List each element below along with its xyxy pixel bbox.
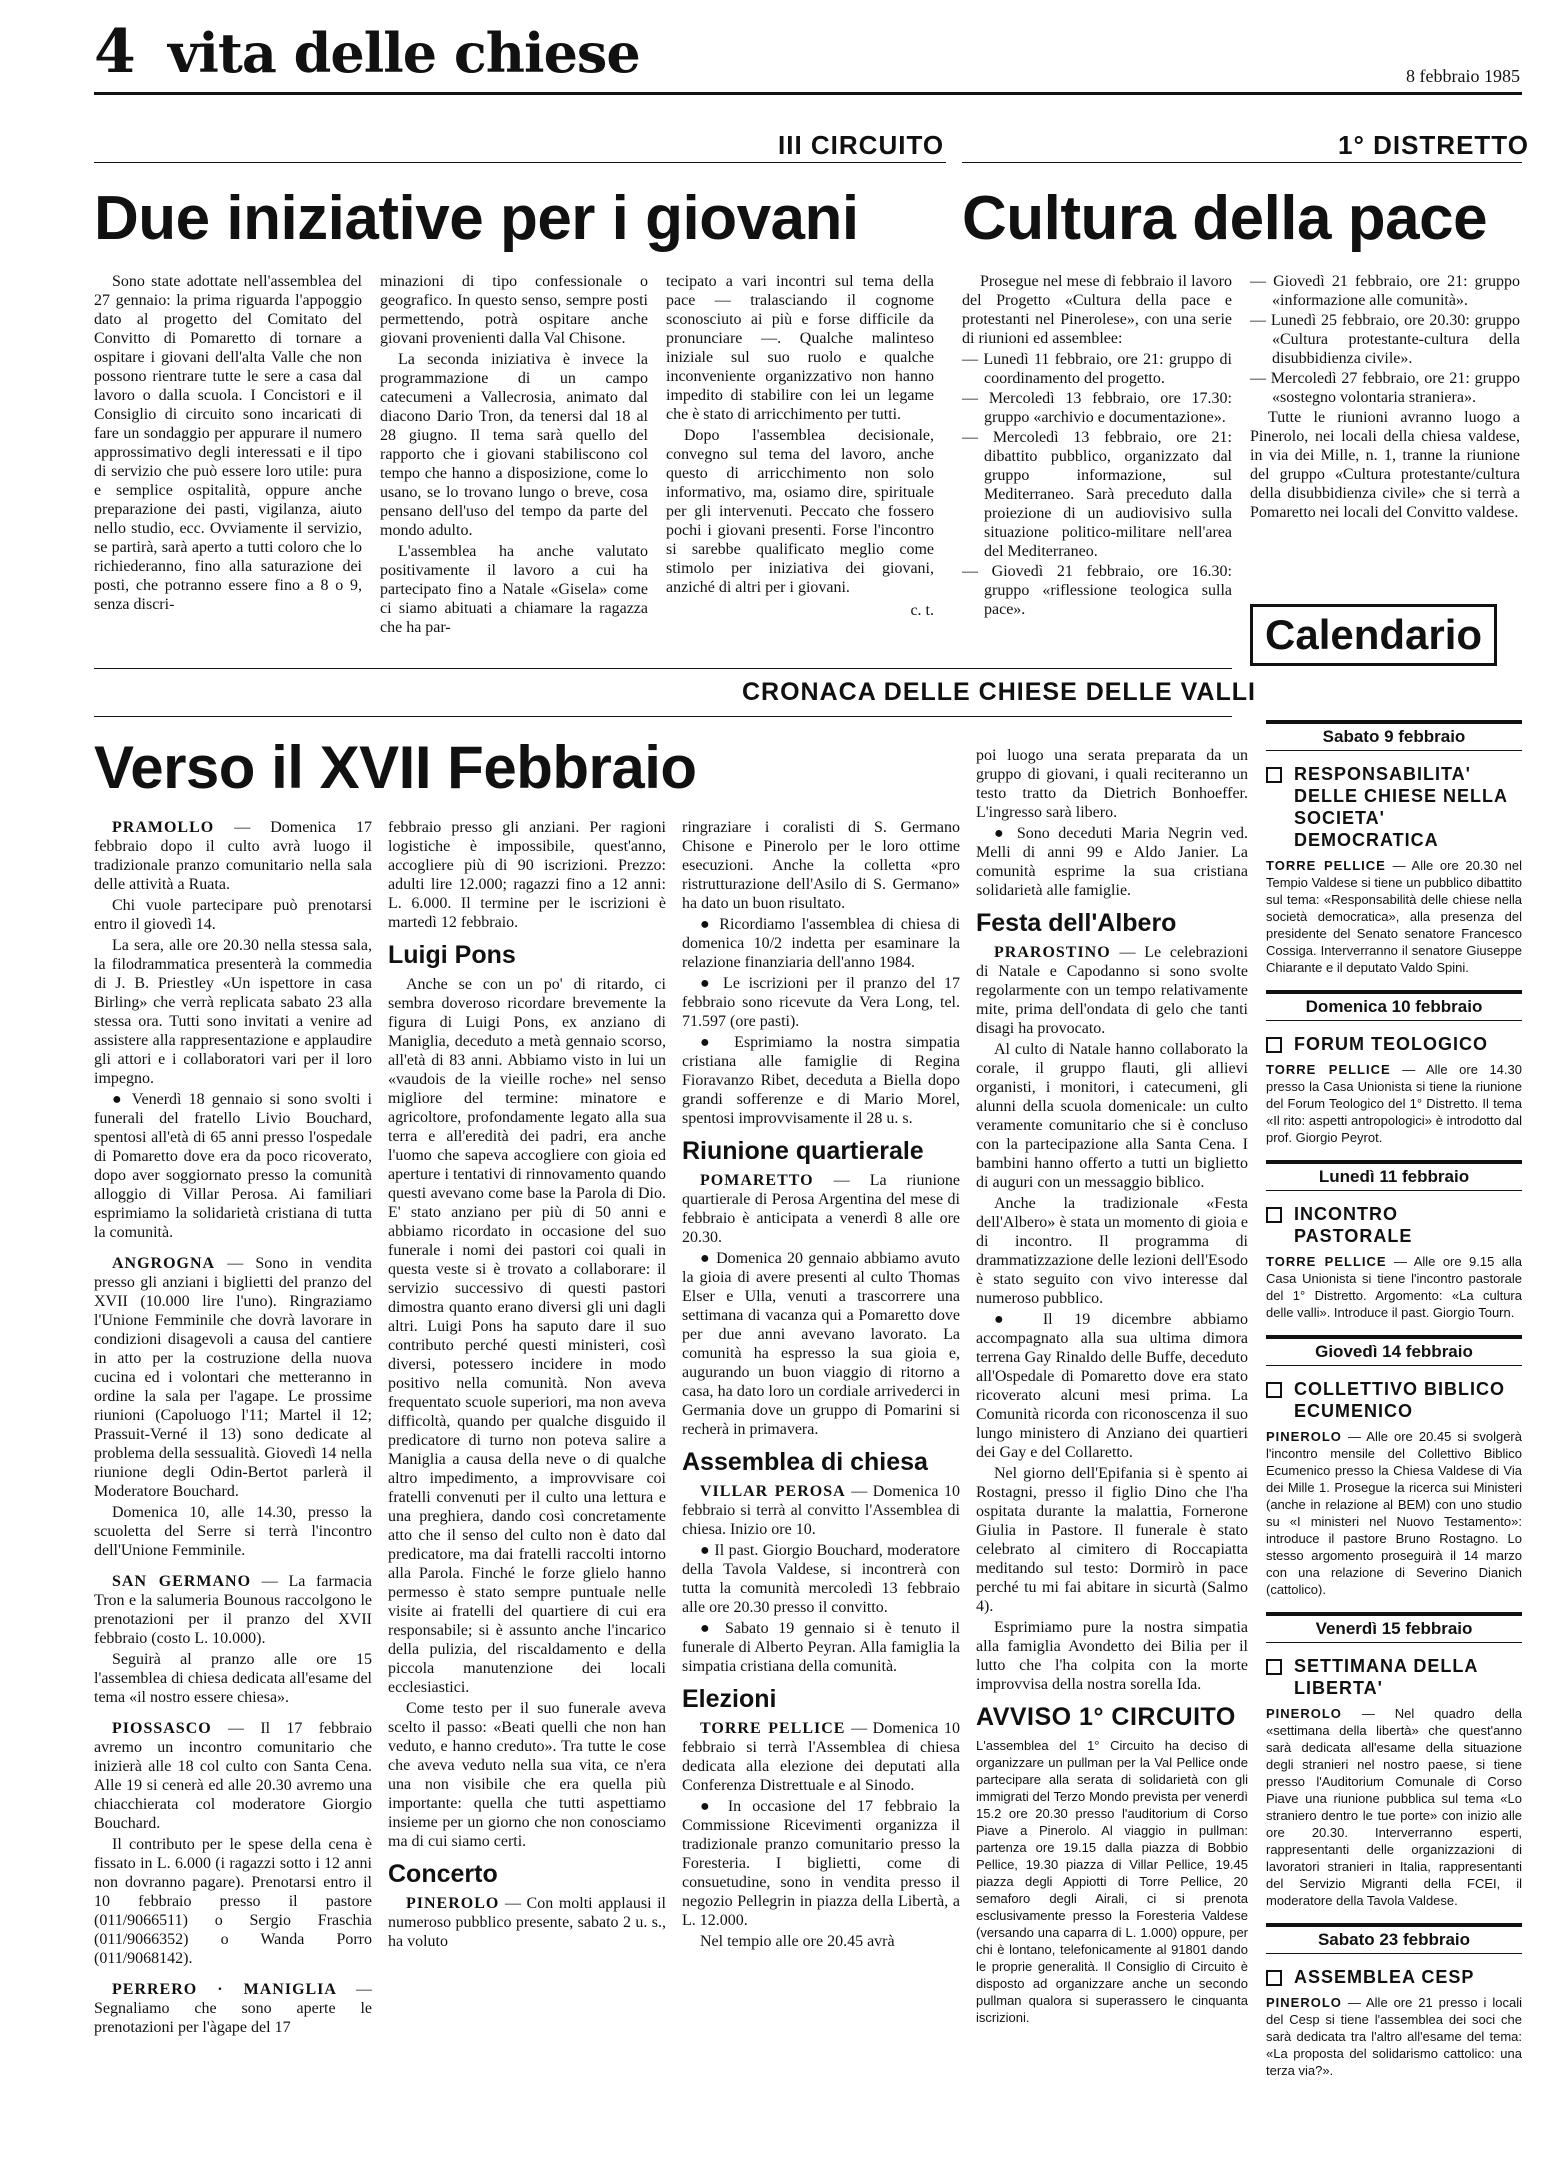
paragraph: PIOSSASCO — Il 17 febbraio avremo un incontro comunitario che inizierà alle 18 col culto con Santa Cena. Alle 19 si cenerà ed alle 20.30 avremo una chiacchierata col moderatore Giorgio Bouchard. xyxy=(94,1720,373,1832)
calendar-date: Sabato 9 febbraio xyxy=(1266,720,1522,751)
paragraph: Tutte le riunioni avranno luogo a Pinerolo, nei locali della chiesa valdese, in via dei Mille, n. 1, tranne la riunione del gruppo «Cultura protestante/cultura della disubbidienza civile» che si terrà a Pomaretto nei locali del Convitto valdese. xyxy=(1250,409,1520,521)
calendar-entry xyxy=(1266,1923,1522,2079)
list-item: — Giovedì 21 febbraio, ore 16.30: gruppo «riflessione teologica sulla pace». xyxy=(962,563,1232,618)
paragraph: Come testo per il suo funerale aveva scelto il passo: «Beati quelli che non han veduto, e hanno creduto». Tra tutte le cose che aveva veduto nella sua vita, ce n'era una non visibile che era quella più importante: quella che tutti aspettiamo insieme per un giorno che non conosciamo ma di cui siamo certi. xyxy=(388,1700,666,1850)
list-item: — Mercoledì 13 febbraio, ore 17.30: gruppo «archivio e documentazione». xyxy=(962,390,1232,426)
article1-column-2 xyxy=(380,272,648,639)
subhead-concerto: Concerto xyxy=(388,1860,498,1888)
article2-kicker: 1° DISTRETTO xyxy=(1338,130,1529,160)
calendar-date: Giovedì 14 febbraio xyxy=(1266,1335,1522,1366)
subhead-luigi-pons: Luigi Pons xyxy=(388,941,516,969)
cronaca-column-2 xyxy=(388,818,666,1953)
article2-headline: Cultura della pace xyxy=(962,184,1488,253)
cronaca-headline: Verso il XVII Febbraio xyxy=(94,734,697,801)
list-item: — Lunedì 25 febbraio, ore 20.30: gruppo «Cultura protestante-cultura della disubbidienza civile». xyxy=(1250,312,1520,367)
calendar-entry-text: PINEROLO — Alle ore 20.45 si svolgerà l'incontro mensile del Collettivo Biblico Ecumenico presso la Chiesa Valdese di Via dei Mille 1. Prosegue la ricerca sui Ministeri (anche in relazione al BEM) con uno studio su «I ministeri nel Nuovo Testamento»: introduce il pastore Bruno Rostagno. Lo stesso argomento proseguirà il 14 marzo con una relazione di Severino Dianich (cattolico). xyxy=(1266,1429,1522,1597)
paragraph: Esprimiamo pure la nostra simpatia alla famiglia Avondetto dei Bilia per il lutto che l'ha colpita con la morte improvvisa della nostra sorella Ida. xyxy=(976,1619,1248,1693)
cronaca-column-1 xyxy=(94,818,372,2039)
list-item: — Giovedì 21 febbraio, ore 21: gruppo «informazione alle comunità». xyxy=(1250,273,1520,309)
cronaca-top-rule xyxy=(94,668,1232,669)
issue-date: 8 febbraio 1985 xyxy=(1406,66,1520,86)
calendar-entry xyxy=(1266,990,1522,1146)
paragraph: Nel tempio alle ore 20.45 avrà xyxy=(700,1933,895,1950)
paragraph: SAN GERMANO — La farmacia Tron e la salumeria Bounous raccolgono le prenotazioni per il pranzo del XVII febbraio (costo L. 10.000). xyxy=(94,1573,373,1647)
paragraph: POMARETTO — La riunione quartierale di Perosa Argentina del mese di febbraio è anticipata a venerdì 8 alle ore 20.30. xyxy=(682,1172,960,1246)
paragraph: La sera, alle ore 20.30 nella stessa sala, la filodrammatica presenterà la commedia di J. B. Priestley «Un ispettore in casa Birling» che verrà replicata sabato 23 alla stessa ora. Tutti sono invitati a venire ad assistere alla rappresentazione e applaudire gli attori e i collaboratori vari per il loro impegno. xyxy=(94,937,372,1087)
article2-column-2 xyxy=(1250,272,1520,524)
calendar-entry xyxy=(1266,1612,1522,1909)
meeting-list xyxy=(1250,272,1520,407)
calendar-date: Lunedì 11 febbraio xyxy=(1266,1160,1522,1191)
article1-headline: Due iniziative per i giovani xyxy=(94,184,859,253)
checkbox-icon xyxy=(1266,1382,1282,1398)
calendar-title-box: Calendario xyxy=(1250,604,1497,666)
calendar-entry-title: INCONTRO PASTORALE xyxy=(1266,1203,1522,1247)
paragraph: ● Il 19 dicembre abbiamo accompagnato alla sua ultima dimora terrena Gay Rinaldo delle Buffe, deceduto all'Ospedale di Pomaretto dove era stato ricoverato alcuni mesi prima. La Comunità ricorda con riconoscenza il suo lungo ministero di Anziano dei quartieri dei Gay e del Collaretto. xyxy=(976,1311,1248,1461)
paragraph: poi luogo una serata preparata da un gruppo di giovani, i quali reciteranno un testo tratto da Dietrich Bonhoeffer. L'ingresso sarà libero. xyxy=(976,747,1248,821)
calendar-entry xyxy=(1266,1160,1522,1321)
paragraph: febbraio presso gli anziani. Per ragioni logistiche è impossibile, quest'anno, accogliere più di 90 iscrizioni. Prezzo: adulti lire 12.000; ragazzi fino a 12 anni: L. 6.000. Il termine per le iscrizioni è martedì 12 febbraio. xyxy=(388,819,666,931)
paragraph: TORRE PELLICE — Domenica 10 febbraio si terrà l'Assemblea di chiesa dedicata alla elezione dei deputati alla Conferenza Distrettuale e al Sinodo. xyxy=(682,1720,961,1794)
calendar-entry-title: RESPONSABILITA' DELLE CHIESE NELLA SOCIETA' DEMOCRATICA xyxy=(1266,763,1522,851)
calendar-entry-text: PINEROLO — Nel quadro della «settimana della libertà» che quest'anno sarà dedicata all'esame della situazione degli stranieri nel nostro paese, si tiene presso l'Auditorium Comunale di Corso Piave una riunione pubblica sul tema «Lo straniero dentro le tue porte» con inizio alle ore 20.30. Interverranno esperti, rappresentanti delle organizzazioni di lavoratori stranieri in Italia, rappresentanti del Servizio Migranti della FCEI, il moderatore della Tavola Valdese. xyxy=(1266,1706,1522,1908)
paragraph: Prosegue nel mese di febbraio il lavoro del Progetto «Cultura della pace e protestanti nel Pinerolese», con una serie di riunioni ed assemblee: xyxy=(962,273,1232,347)
calendar-entry-title: SETTIMANA DELLA LIBERTA' xyxy=(1266,1655,1522,1699)
paragraph: tecipato a vari incontri sul tema della pace — tralasciando il cognome sconosciuto ai più e forse difficile da pronunciare —. Qualche malinteso iniziale sul suo ruolo e qualche inconveniente organizzativo non hanno impedito di stabilire con lei un legame che è stato di arricchimento per tutti. xyxy=(666,273,934,423)
paragraph: ● Esprimiamo la nostra simpatia cristiana alle famiglie di Regina Fioravanzo Ribet, deceduta a Biella dopo grandi sofferenze e di Mario Morel, spentosi improvvisamente il 28 u. s. xyxy=(682,1034,960,1127)
paragraph: ANGROGNA — Sono in vendita presso gli anziani i biglietti del pranzo del XVII (10.000 lire l'uno). Ringraziamo l'Unione Femminile che dovrà lavorare in condizioni disagevoli a causa del cantiere in atto per la costruzione della nuova cucina ed i volontari che metteranno in ordine la sala per l'agape. Le prossime riunioni (Capoluogo l'11; Martel il 12; Prassuit-Verné il 13) sono dedicate al problema della sessualità. Giovedì 14 nella riunione degli Odin-Bertot parlerà il Moderatore Bouchard. xyxy=(94,1255,373,1500)
subhead-assemblea-di-chiesa: Assemblea di chiesa xyxy=(682,1448,928,1476)
paragraph: PRAMOLLO — Domenica 17 febbraio dopo il culto avrà luogo il tradizionale pranzo comunitario nella sala delle attività a Ruata. xyxy=(94,819,373,893)
subhead-festa-dell-albero: Festa dell'Albero xyxy=(976,909,1177,937)
calendar-entry xyxy=(1266,1335,1522,1598)
paragraph: Domenica 10, alle 14.30, presso la scuoletta del Serre si terrà l'incontro dell'Unione Femminile. xyxy=(94,1504,372,1559)
avviso-text: L'assemblea del 1° Circuito ha deciso di organizzare un pullman per la Val Pellice onde partecipare alla serata di solidarietà con gli immigrati del Terzo Mondo prevista per venerdì 15.2 ore 20.30 presso l'auditorium di Corso Piave a Pinerolo. Al viaggio in pullman: partenza ore 19.15 dalla piazza di Bobbio Pellice, 19.30 piazza di Villar Pellice, 19.45 piazza degli Appiotti di Torre Pellice, 20 semaforo degli Airali, ci si prenota esclusivamente presso la Foresteria Valdese (versando una caparra di L. 1.000) oppure, per chi è lontano, telefonicamente al 91801 dando le proprie generalità. Il Consiglio di Circuito è disposto ad organizzare anche un secondo pullman qualora si superassero le cinquanta iscrizioni. xyxy=(976,1738,1248,2025)
masthead-rule xyxy=(94,92,1522,95)
paragraph: PERRERO · MANIGLIA — Segnaliamo che sono aperte le prenotazioni per l'àgape del 17 xyxy=(94,1981,372,2036)
checkbox-icon xyxy=(1266,767,1282,783)
cronaca-kicker-rule xyxy=(94,716,1232,717)
article1-signature: c. t. xyxy=(910,602,934,619)
cronaca-kicker: CRONACA DELLE CHIESE DELLE VALLI xyxy=(742,678,1256,706)
paragraph: Anche se con un po' di ritardo, ci sembra doveroso ricordare brevemente la figura di Luigi Pons, ex anziano di Maniglia, deceduto a metà gennaio scorso, all'età di 83 anni. Abbiamo visto in lui un «vaudois de la vieille roche» nel senso migliore del termine: minatore e agricoltore, profondamente legato alla sua terra e all'eredità dei padri, era anche l'uomo che sapeva accogliere con gioia ed aperture i tentativi di rinnovamento quando questi avevano come base la Parola di Dio. E' stato anziano per più di 50 anni e abbiamo ricordato in occasione del suo funerale i nomi dei pastori coi quali in questa veste si è trovato a collaborare: il servizio successivo di questi pastori dimostra quanto erano diversi gli uni dagli altri. Luigi Pons ha saputo dare il suo contributo perché questi ministeri, così diversi, potessero incidere in modo positivo nella comunità. Non aveva frequentato scuole superiori, ma non aveva difficoltà, quando per qualche disguido il predicatore di turno non poteva salire a Maniglia a causa della neve o di qualche altro impedimento, a improvvisare coi fratelli convenuti per il culto una lettura e una preghiera, dando così concretamente atto che il senso del culto non è dato dal predicatore, ma dai fratelli raccolti intorno alla Parola. Finché le forze glielo hanno permesso è stato sempre puntuale nelle visite ai fratelli del quartiere di cui era responsabile; si è assunto anche l'incarico della pulizia, del riscaldamento e della piccola manutenzione dei locali ecclesiastici. xyxy=(388,976,666,1696)
paragraph: Dopo l'assemblea decisionale, convegno sul tema del lavoro, anche questo di arricchimento non solo informativo, ma, osiamo dire, spirituale per gli intervenuti. Peccato che fossero pochi i giovani presenti. Forse l'incontro si sarebbe qualificato meglio come stimolo per iniziativa dei giovani, anziché di altri per i giovani. xyxy=(666,427,934,596)
paragraph: minazioni di tipo confessionale o geografico. In questo senso, sempre posti permettendo, potrà ospitare anche giovani provenienti dalla Val Chisone. xyxy=(380,273,648,347)
paragraph: ● In occasione del 17 febbraio la Commissione Ricevimenti organizza il tradizionale pranzo comunitario presso la Foresteria. I biglietti, come di consuetudine, sono in vendita presso il negozio Pellegrin in piazza della Libertà, a L. 12.000. xyxy=(682,1798,960,1929)
avviso-heading: AVVISO 1° CIRCUITO xyxy=(976,1703,1236,1731)
article1-kicker: III CIRCUITO xyxy=(778,130,945,160)
calendar-date: Sabato 23 febbraio xyxy=(1266,1923,1522,1954)
paragraph: Chi vuole partecipare può prenotarsi entro il giovedì 14. xyxy=(94,897,372,933)
paragraph: VILLAR PEROSA — Domenica 10 febbraio si terrà al convitto l'Assemblea di chiesa. Inizio ore 10. xyxy=(682,1483,961,1538)
article1-column-3 xyxy=(666,272,934,620)
checkbox-icon xyxy=(1266,1037,1282,1053)
paragraph: L'assemblea ha anche valutato positivamente il lavoro a cui ha partecipato fino a Natale «Gisela» come ci siamo abituati a chiamare la ragazza che ha par- xyxy=(380,543,648,636)
calendar-entry-text: PINEROLO — Alle ore 21 presso i locali del Cesp si tiene l'assemblea dei soci che sarà dedicata tra l'altro all'esame del tema: «La proposta del solidarismo cattolico: una terza via?». xyxy=(1266,1995,1522,2078)
article1-kicker-rule xyxy=(94,162,946,163)
list-item: — Mercoledì 13 febbraio, ore 21: dibattito pubblico, organizzato dal gruppo informazione, sul Mediterraneo. Sarà preceduto dalla proiezione di un audiovisivo sulla situazione politico-militare nell'area del Mediterraneo. xyxy=(962,429,1232,560)
calendar-entry-text: TORRE PELLICE — Alle ore 20.30 nel Tempio Valdese si tiene un pubblico dibattito sul tema: «Responsabilità delle chiese nella società democratica», alla presenza del presidente del Senato senatore Francesco Cossiga. Interverranno il senatore Giuseppe Chiarante e il deputato Valdo Spini. xyxy=(1266,858,1522,975)
paragraph: ● Domenica 20 gennaio abbiamo avuto la gioia di avere presenti al culto Thomas Elser e Ulla, venuti a trascorrere una settimana di vacanza qui a Pomaretto dove per due anni avevano lavorato. La comunità ha espresso la sua gioia e, augurando un buon viaggio di ritorno a casa, ha dato loro un cordiale arrivederci in Germania dove un gruppo di Pomarini si recherà in primavera. xyxy=(682,1250,960,1438)
paragraph: ● Sabato 19 gennaio si è tenuto il funerale di Alberto Peyran. Alla famiglia la simpatia cristiana della comunità. xyxy=(682,1620,960,1675)
subhead-riunione-quartierale: Riunione quartierale xyxy=(682,1137,924,1165)
paragraph: Al culto di Natale hanno collaborato la corale, il gruppo flauti, gli allievi organisti, i monitori, i catecumeni, gli alunni della scuola domenicale: un culto veramente comunitario che si è concluso con la partecipazione alla Santa Cena. I bambini hanno offerto a tutti un biglietto di auguri con un messaggio biblico. xyxy=(976,1041,1248,1191)
paragraph: ● Sono deceduti Maria Negrin ved. Melli di anni 99 e Aldo Janier. La comunità esprime la sua cristiana solidarietà alle famiglie. xyxy=(976,825,1248,899)
paragraph: Seguirà al pranzo alle ore 15 l'assemblea di chiesa dedicata all'esame del tema «il nostro essere chiesa». xyxy=(94,1651,372,1706)
newspaper-section-title: vita delle chiese xyxy=(168,21,640,85)
paragraph: ● Ricordiamo l'assemblea di chiesa di domenica 10/2 indetta per esaminare la relazione finanziaria dell'anno 1984. xyxy=(682,916,960,971)
checkbox-icon xyxy=(1266,1659,1282,1675)
cronaca-column-4 xyxy=(976,746,1248,2026)
paragraph: Anche la tradizionale «Festa dell'Albero» è stata un momento di gioia e di incontro. Il programma di drammatizzazione delle lezioni dell'Esodo è stato seguito con vivo interesse dal numeroso pubblico. xyxy=(976,1195,1248,1307)
calendar-entry xyxy=(1266,720,1522,976)
calendar-entry-title: ASSEMBLEA CESP xyxy=(1266,1966,1522,1988)
paragraph: ● Le iscrizioni per il pranzo del 17 febbraio sono ricevute da Vera Long, tel. 71.597 (ore pasti). xyxy=(682,975,960,1030)
article1-column-1 xyxy=(94,272,362,616)
paragraph: PRAROSTINO — Le celebrazioni di Natale e Capodanno si sono svolte regolarmente con un tempo relativamente mite, prima dell'ondata di gelo che tanti disagi ha provocato. xyxy=(976,944,1249,1037)
checkbox-icon xyxy=(1266,1970,1282,1986)
list-item: — Mercoledì 27 febbraio, ore 21: gruppo «sostegno volontaria straniera». xyxy=(1250,370,1520,406)
meeting-list xyxy=(962,350,1232,619)
calendar-entry-title: FORUM TEOLOGICO xyxy=(1266,1033,1522,1055)
calendar-column xyxy=(1266,706,1522,2079)
calendar-entry-text: TORRE PELLICE — Alle ore 9.15 alla Casa Unionista si tiene l'incontro pastorale del 1° Distretto. Argomento: «La cultura delle valli». Introduce il past. Giorgio Tourn. xyxy=(1266,1254,1522,1320)
cronaca-column-3 xyxy=(682,818,960,1953)
paragraph: La seconda iniziativa è invece la programmazione di un campo catecumeni a Vallecrosia, animato dal diacono Dario Tron, da tenersi dal 18 al 28 giugno. Il tema sarà quello del rapporto che i giovani stabiliscono col tempo che hanno a disposizione, come lo usano, se lo trovano lungo o breve, cosa pensano dell'uso del tempo da parte del mondo adulto. xyxy=(380,351,648,539)
article2-column-1 xyxy=(962,272,1232,620)
paragraph: ● Venerdì 18 gennaio si sono svolti i funerali del fratello Livio Bouchard, spentosi all'età di 65 anni presso l'ospedale di Pomaretto dove era da poco ricoverato, dopo aver soggiornato presso la comunità alloggio di Villar Perosa. Ai familiari esprimiamo la solidarietà cristiana di tutta la comunità. xyxy=(94,1091,372,1241)
paragraph: ringraziare i coralisti di S. Germano Chisone e Pinerolo per le loro ottime esecuzioni. Anche la colletta «pro ristrutturazione dell'Asilo di S. Germano» ha dato un buon risultato. xyxy=(682,819,960,912)
checkbox-icon xyxy=(1266,1207,1282,1223)
list-item: — Lunedì 11 febbraio, ore 21: gruppo di coordinamento del progetto. xyxy=(962,351,1232,387)
calendar-entry-title: COLLETTIVO BIBLICO ECUMENICO xyxy=(1266,1378,1522,1422)
paragraph: ● Il past. Giorgio Bouchard, moderatore della Tavola Valdese, si incontrerà con tutta la comunità mercoledì 13 febbraio alle ore 20.30 presso il convitto. xyxy=(682,1542,960,1616)
paragraph: Il contributo per le spese della cena è fissato in L. 6.000 (i ragazzi sotto i 12 anni non dovranno pagare). Prenotarsi entro il 10 febbraio presso il pastore (011/9066511) o Sergio Fraschia (011/9066352) o Wanda Porro (011/9068142). xyxy=(94,1836,372,1967)
paragraph: PINEROLO — Con molti applausi il numeroso pubblico presente, sabato 2 u. s., ha voluto xyxy=(388,1895,667,1950)
subhead-elezioni: Elezioni xyxy=(682,1685,777,1713)
page-number: 4 xyxy=(94,17,136,87)
calendar-date: Venerdì 15 febbraio xyxy=(1266,1612,1522,1643)
paragraph: Sono state adottate nell'assemblea del 27 gennaio: la prima riguarda l'appoggio dato al progetto del Comitato del Convitto di Pomaretto di tornare a ospitare i giovani dell'alta Valle che non possono rientrare tutte le sere a casa dal lavoro o dalla scuola. I Concistori e il Consiglio di circuito sono incaricati di fare un sondaggio per appurare il numero approssimativo degli interessati e il tipo di servizio che può essere loro utile: pura e semplice ospitalità, oppure anche preparazione dei pasti, vigilanza, aiuto nello studio, ecc. Ovviamente il servizio, se partirà, sarà aperto a tutti coloro che lo richiederanno, fino alla saturazione dei posti, che potranno essere fino a 8 o 9, senza discri- xyxy=(94,273,362,613)
calendar-date: Domenica 10 febbraio xyxy=(1266,990,1522,1021)
paragraph: Nel giorno dell'Epifania si è spento ai Rostagni, presso il figlio Dino che l'ha ospitata durante la malattia, Fornerone Giulia in Pastore. Il funerale è stato celebrato al cimitero di Roccapiatta meditando sul testo: Dormirò in pace perché tu mi fai abitare in sicurtà (Salmo 4). xyxy=(976,1465,1248,1615)
article2-kicker-rule xyxy=(962,162,1522,163)
calendar-entry-text: TORRE PELLICE — Alle ore 14.30 presso la Casa Unionista si tiene la riunione del Forum Teologico del 1° Distretto. Il tema «Il rito: aspetti antropologici» è introdotto dal prof. Giorgio Peyrot. xyxy=(1266,1062,1522,1145)
